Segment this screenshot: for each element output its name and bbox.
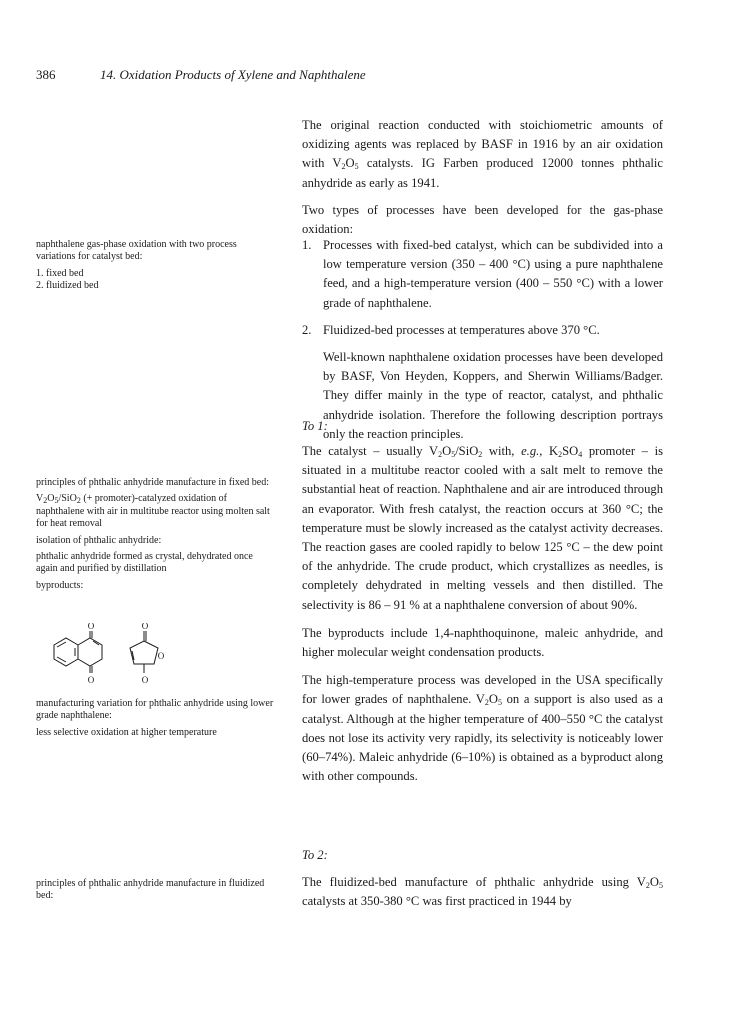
section1-paragraph-1: The catalyst – usually $V_2O_5/SiO_2$ with, e.g., $K_2SO_4$ promoter – is situated in a multitube reactor cooled with a salt melt to remove the substantial heat of reaction. Naphthalene and air are introduced through an evaporator. With fresh catalyst, the reaction occurs at 360 °C; the temperature must be slowly increased as the catalyst activity decreases. The reaction gases are cooled rapidly to below 125 °C – the dew point of the anhydride. The crude product, which crystallizes as needles, is completely dehydrated in melting vessels and then distilled. The selectivity is 86 – 91 % at a naphthalene conversion of about 90%. [302,444,663,612]
margin-note-text: less selective oxidation at higher temperature [36,726,217,738]
oxygen-label: O [141,675,149,685]
intro-paragraph-2: Two types of processes have been developed for the gas-phase oxidation: [302,202,663,237]
intro-section [302,116,663,239]
section1-paragraph-2: The byproducts include 1,4-naphthoquinone, maleic anhydride, and higher molecular weight condensation products. [302,625,663,660]
oxygen-label: O [141,623,149,631]
margin-note-item: 1. fixed bed [36,267,84,279]
margin-note-subtitle: isolation of phthalic anhydride: [36,534,162,546]
margin-note-text: phthalic anhydride formed as crystal, dehydrated once again and purified by distillation [36,551,253,575]
section-heading-1: To 1: [302,419,328,433]
maleic-anhydride-structure [130,631,158,673]
margin-note-title: principles of phthalic anhydride manufacture in fluidized bed: [36,878,265,902]
section-1 [302,442,663,786]
margin-note-1 [36,239,276,293]
margin-note-subtitle: byproducts: [36,579,84,591]
process-list [302,236,663,444]
list-followup: Well-known naphthalene oxidation processes have been developed by BASF, Von Heyden, Koppers, and Sherwin Williams/Badger. They differ mainly in the type of reactor, catalyst, and phthalic anhydride isolation. Therefore the following description portrays only the reaction principles. [323,350,663,441]
margin-note-title: principles of phthalic anhydride manufacture in fixed bed: [36,477,269,488]
margin-note-3 [36,698,276,743]
section1-paragraph-3: The high-temperature process was developed in the USA specifically for lower grades of naphthalene. $V_2O_5$ on a support is also used as a catalyst. Although at the higher temperature of 400–550 °C the catalyst does not lose its activity very rapidly, its selectivity is noticeably lower (60–74%). Maleic anhydride (6–10%) is obtained as a byproduct along with other compounds. [302,673,663,784]
oxygen-label: O [87,623,95,631]
list-item-number: 2. [302,322,312,337]
oxygen-label: O [87,675,95,685]
page-header [36,67,366,83]
margin-note-title: manufacturing variation for phthalic anhydride using lower grade naphthalene: [36,698,274,722]
margin-note-4 [36,878,276,907]
list-item-number: 1. [302,238,312,252]
margin-note-title: naphthalene gas-phase oxidation with two process variations for catalyst bed: [36,239,237,263]
list-item [302,321,663,340]
intro-paragraph-1: The original reaction conducted with stoichiometric amounts of oxidizing agents was replaced by BASF in 1916 by an air oxidation with $V_2O_5$ catalysts. IG Farben produced 12000 tonnes phthalic anhydride as early as 1941. [302,118,663,190]
chapter-title: 14. Oxidation Products of Xylene and Naphthalene [100,67,366,82]
section2-paragraph-1: The fluidized-bed manufacture of phthalic anhydride using $V_2O_5$ catalysts at 350-380 °C was first practiced in 1944 by [302,875,663,909]
section-heading-2: To 2: [302,848,328,862]
margin-note-text: $V_2O_5/SiO_2$ (+ promoter)-catalyzed oxidation of naphthalene with air in multitube reactor using molten salt for heat removal [36,493,270,530]
margin-note-2 [36,477,276,596]
list-item-text: Fluidized-bed processes at temperatures above 370 °C. [323,322,600,337]
margin-note-item: 2. fluidized bed [36,280,99,292]
naphthoquinone-structure [54,631,102,673]
list-item-text: Processes with fixed-bed catalyst, which can be subdivided into a low temperature version (350 – 400 °C) using a pure naphthalene feed, and a high-temperature version (400 – 550 °C) with a lower grade of naphthalene. [323,238,663,310]
page-number: 386 [36,67,56,82]
oxygen-label: O [157,651,165,661]
list-item [302,236,663,313]
section-2 [302,873,663,911]
byproduct-structures [46,623,176,693]
